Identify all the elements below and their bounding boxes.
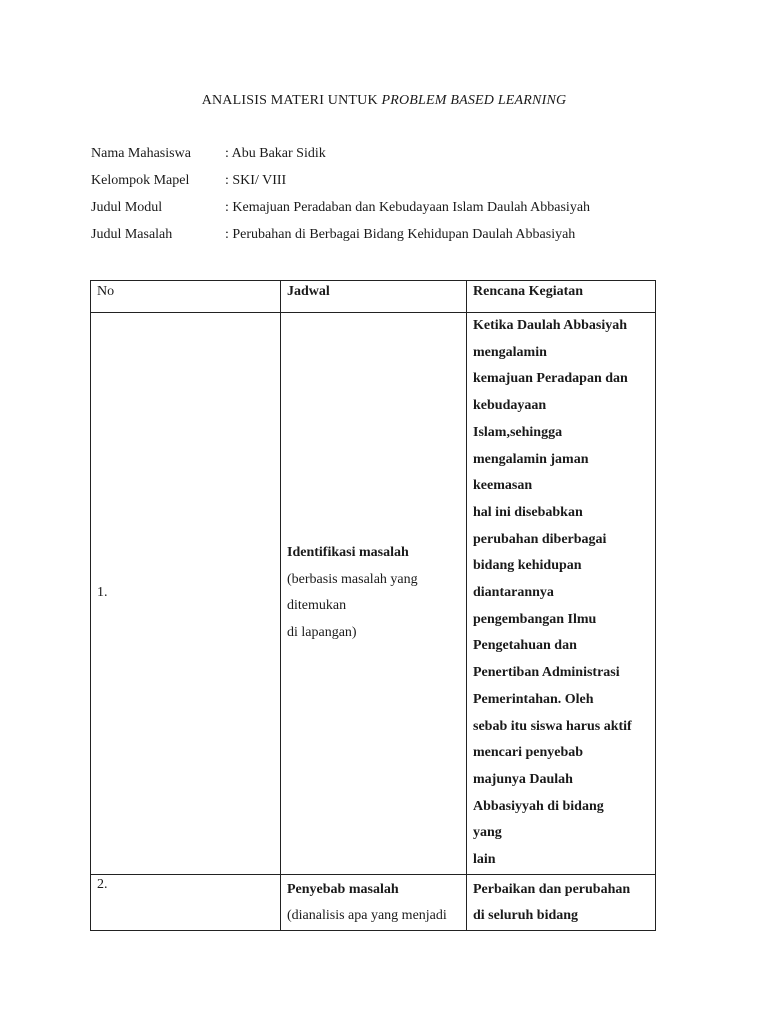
rencana-line: sebab itu siswa harus aktif [473,718,632,734]
info-label: Kelompok Mapel [91,173,190,188]
rencana-line: Pengetahuan dan [473,638,577,654]
rencana-line: lain [473,852,496,868]
jadwal-title: Identifikasi masalah [287,545,409,561]
rencana-line: di seluruh bidang [473,908,579,924]
row-rencana [467,313,656,875]
rencana-line: Islam,sehingga [473,424,563,440]
header-no: No [91,281,281,313]
rencana-line: majunya Daulah [473,771,573,787]
rencana-line: bidang kehidupan [473,558,582,574]
table-header-row [91,281,656,313]
row-jadwal [281,313,467,875]
table-row [91,313,656,875]
rencana-line: perubahan diberbagai [473,531,607,547]
table-row [91,874,656,930]
rencana-line: hal ini disebabkan [473,504,583,520]
rencana-line: kebudayaan [473,398,547,414]
title-italic: PROBLEM BASED LEARNING [381,93,567,108]
info-value: : Abu Bakar Sidik [225,146,326,161]
info-label: Judul Modul [91,200,163,215]
rencana-line: Pemerintahan. Oleh [473,691,594,707]
jadwal-line: (berbasis masalah yang [287,571,418,587]
rencana-line: mengalamin jaman [473,451,589,467]
document-title [0,93,768,109]
title-normal: ANALISIS MATERI UNTUK [201,93,382,108]
rencana-line: keemasan [473,478,533,494]
rencana-line: Penertiban Administrasi [473,665,620,681]
rencana-line: Perbaikan dan perubahan [473,881,631,897]
info-value: : Perubahan di Berbagai Bidang Kehidupan Daulah Abbasiyah [225,227,576,242]
jadwal-line: (dianalisis apa yang menjadi [287,908,447,924]
rencana-line: diantarannya [473,585,554,601]
info-label: Judul Masalah [91,227,173,242]
jadwal-line: di lapangan) [287,624,357,640]
row-no: 2. [91,874,281,930]
rencana-line: Abbasiyyah di bidang [473,798,604,814]
rencana-line: yang [473,825,502,841]
jadwal-title: Penyebab masalah [287,881,399,897]
rencana-line: Ketika Daulah Abbasiyah [473,318,628,333]
info-label: Nama Mahasiswa [91,146,191,161]
header-jadwal: Jadwal [281,281,467,313]
jadwal-line: ditemukan [287,598,347,614]
rencana-line: mencari penyebab [473,745,584,761]
row-no: 1. [91,313,281,875]
header-rencana: Rencana Kegiatan [467,281,656,313]
info-value: : Kemajuan Peradaban dan Kebudayaan Islam Daulah Abbasiyah [225,200,591,215]
rencana-line: pengembangan Ilmu [473,611,597,627]
rencana-line: mengalamin [473,344,547,360]
row-rencana [467,874,656,930]
row-jadwal [281,874,467,930]
info-value: : SKI/ VIII [225,173,287,188]
rencana-line: kemajuan Peradapan dan [473,371,628,387]
analysis-table [90,280,656,931]
